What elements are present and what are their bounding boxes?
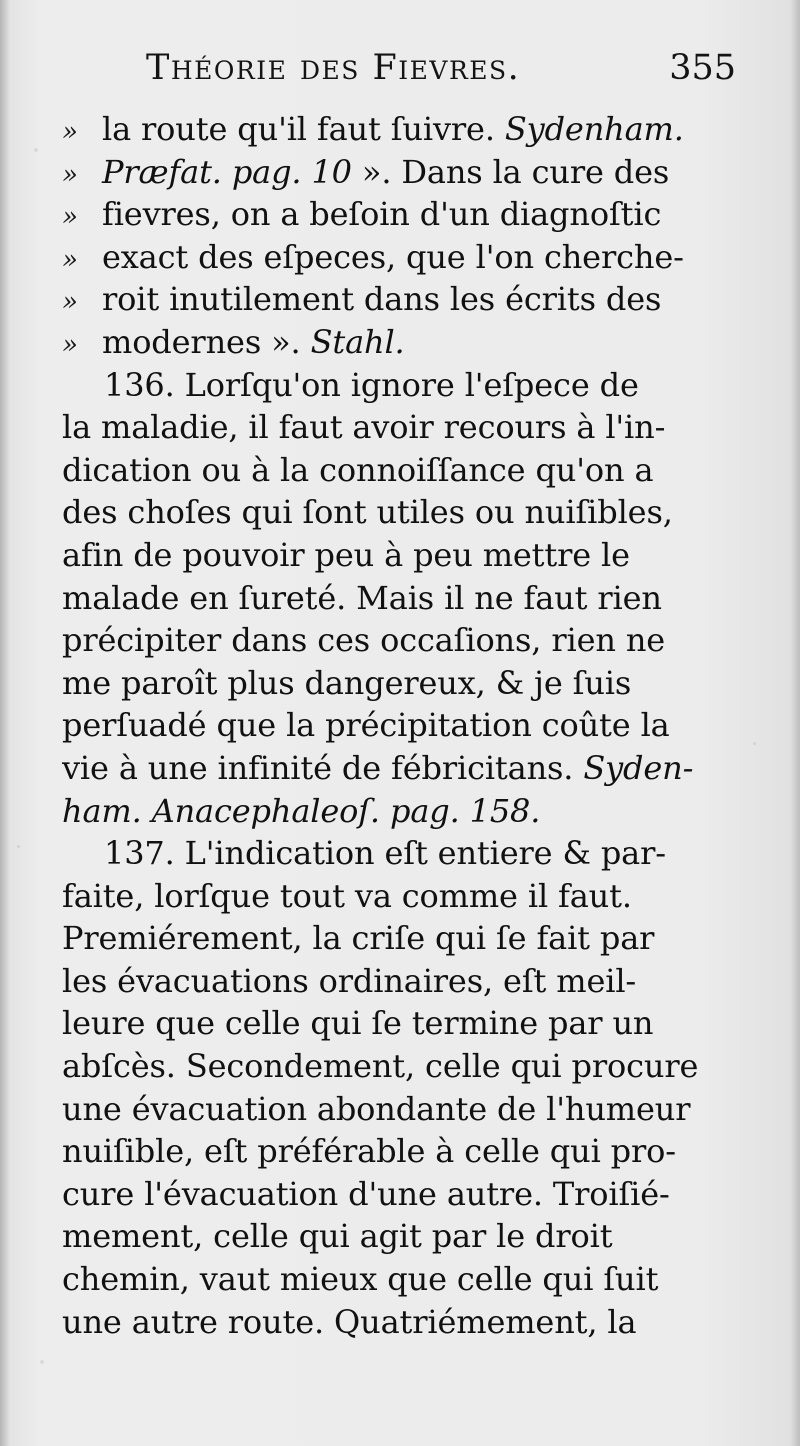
italic-segment: Sydenham. — [504, 110, 684, 148]
text-line — [62, 534, 742, 577]
text-line — [62, 619, 742, 662]
text-line — [62, 662, 742, 705]
text-line — [62, 747, 742, 790]
text-segment: dication ou à la connoiſſance qu'on a — [62, 450, 654, 489]
text-line — [62, 1130, 742, 1173]
text-segment: modernes ». — [102, 322, 311, 361]
text-segment: leure que celle qui ſe termine par un — [62, 1004, 654, 1043]
text-segment: mement, celle qui agit par le droit — [62, 1217, 613, 1256]
text-line — [62, 1258, 742, 1301]
text-segment: ». Dans la cure des — [351, 152, 670, 191]
text-segment: Premiérement, la criſe qui ſe fait par — [62, 919, 655, 958]
paper-speck — [17, 845, 20, 848]
text-segment: faite, lorſque tout va comme il faut. — [62, 876, 632, 915]
text-line — [62, 960, 742, 1003]
running-head — [146, 48, 736, 104]
text-segment: vie à une infinité de fébricitans. — [62, 748, 584, 787]
text-line — [62, 1301, 742, 1344]
text-segment: une autre route. Quatriémement, la — [62, 1302, 637, 1341]
text-line — [62, 917, 742, 960]
paper-speck — [34, 148, 38, 152]
text-segment: malade en ſureté. Mais il ne faut rien — [62, 578, 662, 617]
text-line — [62, 193, 742, 236]
quote-marker: » — [62, 329, 78, 360]
running-title: Théorie des Fievres. — [146, 48, 521, 88]
text-segment: fievres, on a beſoin d'un diagnoſtic — [102, 195, 662, 234]
quote-marker: » — [62, 117, 78, 147]
text-segment: précipiter dans ces occaſions, rien ne — [62, 621, 666, 660]
page-number: 355 — [669, 48, 736, 88]
text-segment: perſuadé que la précipitation coûte la — [62, 706, 670, 745]
text-segment: des choſes qui ſont utiles ou nuiſibles, — [62, 493, 673, 532]
text-segment: une évacuation abondante de l'humeur — [62, 1089, 691, 1128]
text-segment: chemin, vaut mieux que celle qui ſuit — [62, 1260, 659, 1299]
text-segment: afin de pouvoir peu à peu mettre le — [62, 535, 630, 574]
text-line — [62, 790, 742, 833]
text-segment: 137. L'indication eſt entiere & par- — [104, 834, 666, 873]
text-line — [62, 832, 742, 875]
text-line — [62, 364, 742, 407]
text-segment: les évacuations ordinaires, eſt meil- — [62, 961, 637, 1000]
text-segment: abſcès. Secondement, celle qui procure — [62, 1047, 699, 1086]
text-segment: la route qu'il faut ſuivre. — [102, 110, 505, 148]
text-line — [62, 236, 742, 279]
quote-marker: » — [62, 159, 78, 190]
text-line — [62, 1002, 742, 1045]
paper-speck — [753, 742, 756, 745]
text-segment: roit inutilement dans les écrits des — [102, 280, 662, 319]
text-line — [62, 1215, 742, 1258]
italic-segment: Præfat. pag. 10 — [102, 152, 352, 191]
text-segment: exact des eſpeces, que l'on cherche- — [102, 237, 684, 276]
text-line — [62, 704, 742, 747]
text-line — [62, 1173, 742, 1216]
quote-marker: » — [62, 287, 78, 318]
text-segment: la maladie, il faut avoir recours à l'in- — [62, 408, 666, 447]
text-line — [62, 321, 742, 364]
quote-marker: » — [62, 202, 78, 233]
text-line — [62, 406, 742, 449]
italic-segment: ham. Anacephaleoſ. pag. 158. — [62, 791, 541, 830]
italic-segment: Stahl. — [310, 322, 405, 361]
italic-segment: Syden- — [583, 748, 694, 787]
text-segment: me paroît plus dangereux, & je ſuis — [62, 663, 632, 702]
text-line — [62, 108, 742, 151]
text-line — [62, 1045, 742, 1088]
text-block — [62, 108, 742, 1343]
text-segment: nuiſible, eſt préférable à celle qui pro- — [62, 1132, 676, 1171]
text-line — [62, 278, 742, 321]
text-segment: 136. Lorſqu'on ignore l'eſpece de — [104, 365, 639, 404]
paper-speck — [40, 1360, 44, 1364]
quote-marker: » — [62, 244, 78, 275]
text-line — [62, 577, 742, 620]
text-segment: cure l'évacuation d'une autre. Troiſié- — [62, 1174, 670, 1213]
text-line — [62, 491, 742, 534]
text-line — [62, 449, 742, 492]
text-line — [62, 1088, 742, 1131]
text-line — [62, 151, 742, 194]
text-line — [62, 875, 742, 918]
